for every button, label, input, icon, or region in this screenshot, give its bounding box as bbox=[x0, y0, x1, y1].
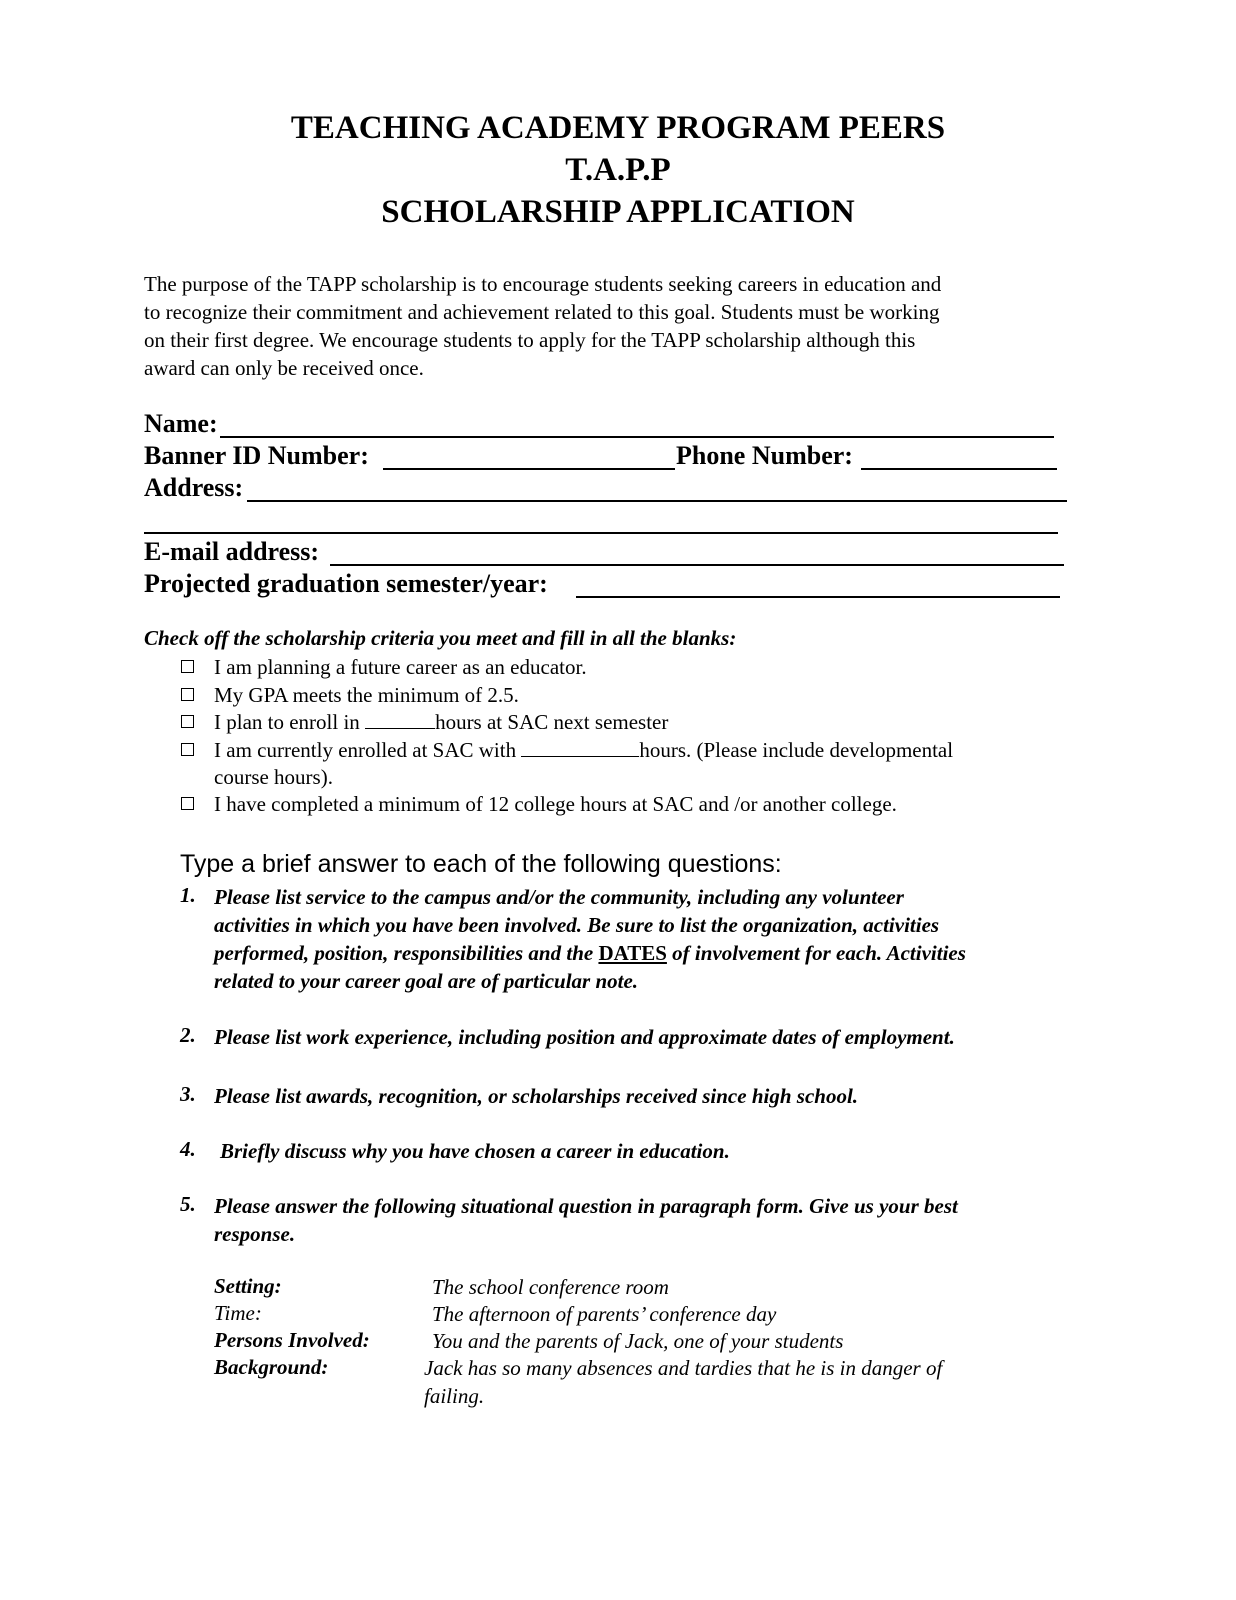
name-line[interactable] bbox=[220, 436, 1054, 438]
background-value-line1: Jack has so many absences and tardies that he is in danger of bbox=[424, 1356, 943, 1380]
criteria-item-enroll-text-end: hours at SAC next semester bbox=[435, 710, 669, 734]
setting-label: Setting: bbox=[214, 1274, 282, 1298]
setting-value: The school conference room bbox=[432, 1275, 669, 1299]
checkbox-career[interactable] bbox=[181, 660, 194, 673]
question-1-text-part: of involvement for each. Activities bbox=[666, 941, 966, 965]
checkbox-current[interactable] bbox=[181, 743, 194, 756]
time-value: The afternoon of parents’ conference day bbox=[432, 1302, 777, 1326]
criteria-item-enroll-text: I plan to enroll in bbox=[214, 710, 366, 734]
intro-line: award can only be received once. bbox=[144, 356, 424, 380]
question-1-line: activities in which you have been involved. Be sure to list the organization, activities bbox=[214, 913, 940, 937]
persons-value: You and the parents of Jack, one of your students bbox=[432, 1329, 844, 1353]
intro-line: on their first degree. We encourage students to apply for the TAPP scholarship although this bbox=[144, 328, 916, 352]
question-5-text bbox=[214, 1192, 958, 1248]
question-2-text: Please list work experience, including position and approximate dates of employment. bbox=[214, 1025, 955, 1049]
title-line-3: SCHOLARSHIP APPLICATION bbox=[381, 194, 855, 230]
checkbox-gpa[interactable] bbox=[181, 688, 194, 701]
criteria-heading: Check off the scholarship criteria you meet and fill in all the blanks: bbox=[144, 626, 737, 650]
question-1-line: related to your career goal are of particular note. bbox=[214, 969, 639, 993]
criteria-item-current-text-end: hours. (Please include developmental bbox=[639, 738, 954, 762]
criteria-item-gpa: My GPA meets the minimum of 2.5. bbox=[214, 683, 519, 707]
question-1-line bbox=[214, 939, 966, 967]
question-2-number: 2. bbox=[180, 1023, 196, 1047]
background-label: Background: bbox=[214, 1355, 329, 1379]
intro-line: to recognize their commitment and achievement related to this goal. Students must be working bbox=[144, 300, 940, 324]
title-line-2: T.A.P.P bbox=[565, 152, 671, 188]
graduation-label: Projected graduation semester/year: bbox=[144, 569, 548, 598]
question-5-line: response. bbox=[214, 1222, 296, 1246]
criteria-item-enroll bbox=[214, 708, 668, 736]
question-5-number: 5. bbox=[180, 1192, 196, 1216]
phone-line[interactable] bbox=[861, 468, 1057, 470]
banner-id-label: Banner ID Number: bbox=[144, 441, 369, 470]
persons-label: Persons Involved: bbox=[214, 1328, 370, 1352]
enroll-hours-blank[interactable] bbox=[365, 710, 435, 729]
background-value-line2: failing. bbox=[424, 1384, 485, 1408]
question-4-number: 4. bbox=[180, 1137, 196, 1161]
name-label: Name: bbox=[144, 409, 218, 438]
question-1-text-part: performed, position, responsibilities and the bbox=[214, 941, 599, 965]
email-label: E-mail address: bbox=[144, 537, 320, 566]
criteria-item-current bbox=[214, 736, 953, 764]
question-3-text: Please list awards, recognition, or scholarships received since high school. bbox=[214, 1084, 859, 1108]
graduation-line[interactable] bbox=[576, 596, 1060, 598]
intro-paragraph bbox=[144, 270, 1084, 382]
criteria-item-completed: I have completed a minimum of 12 college hours at SAC and /or another college. bbox=[214, 792, 897, 816]
question-1-text bbox=[214, 883, 966, 995]
questions-heading: Type a brief answer to each of the following questions: bbox=[180, 850, 782, 878]
phone-label: Phone Number: bbox=[676, 441, 853, 470]
address-label: Address: bbox=[144, 473, 244, 502]
checkbox-completed[interactable] bbox=[181, 797, 194, 810]
time-label: Time: bbox=[214, 1301, 262, 1325]
question-1-number: 1. bbox=[180, 883, 196, 907]
intro-line: The purpose of the TAPP scholarship is to encourage students seeking careers in education and bbox=[144, 272, 942, 296]
address-line-1[interactable] bbox=[247, 500, 1067, 502]
question-5-line: Please answer the following situational question in paragraph form. Give us your best bbox=[214, 1194, 958, 1218]
question-3-number: 3. bbox=[180, 1082, 196, 1106]
criteria-item-career: I am planning a future career as an educator. bbox=[214, 655, 587, 679]
question-4-text: Briefly discuss why you have chosen a career in education. bbox=[220, 1139, 730, 1163]
dates-emphasis: DATES bbox=[598, 941, 667, 965]
criteria-item-current-text: I am currently enrolled at SAC with bbox=[214, 738, 522, 762]
criteria-item-current-line2: course hours). bbox=[214, 765, 333, 789]
checkbox-enroll[interactable] bbox=[181, 715, 194, 728]
title-line-1: TEACHING ACADEMY PROGRAM PEERS bbox=[290, 110, 946, 146]
banner-id-line[interactable] bbox=[383, 468, 675, 470]
email-line[interactable] bbox=[330, 564, 1064, 566]
current-hours-blank[interactable] bbox=[521, 738, 639, 757]
question-1-line: Please list service to the campus and/or the community, including any volunteer bbox=[214, 885, 904, 909]
address-line-2[interactable] bbox=[144, 532, 1058, 534]
